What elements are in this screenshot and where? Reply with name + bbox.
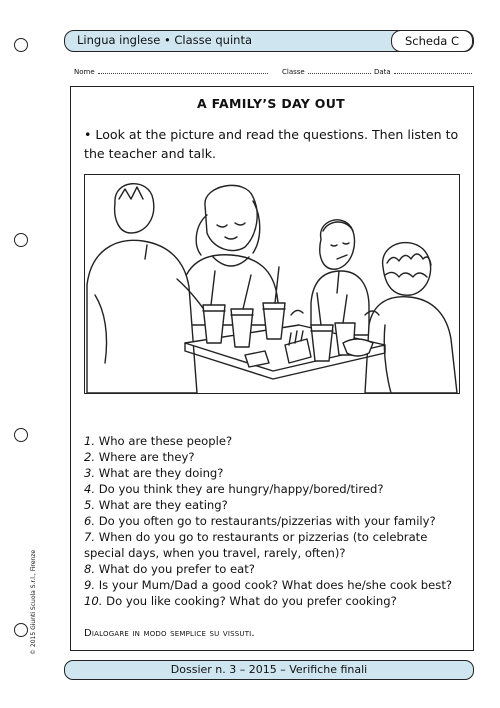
dialog-note: Dialogare in modo semplice su vissuti.: [84, 628, 255, 639]
child-figure: [365, 243, 457, 393]
question-item: 4. Do you think they are hungry/happy/bored/tired?: [84, 482, 384, 496]
name-field-label: Nome: [74, 68, 95, 76]
family-illustration: [84, 174, 460, 394]
class-field[interactable]: [282, 67, 371, 76]
instruction-text: • Look at the picture and read the questions. Then listen to the teacher and talk.: [84, 127, 459, 161]
question-item: 1. Who are these people?: [84, 434, 233, 448]
binder-hole-lower: [14, 428, 28, 442]
question-item: 7. When do you go to restaurants or pizzerias (to celebrate special days, when you travel, rarely, often)?: [84, 530, 428, 560]
subject-label: Lingua inglese • Classe quinta: [77, 33, 253, 47]
name-field[interactable]: [74, 67, 268, 76]
question-item: 5. What are they eating?: [84, 498, 228, 512]
question-item: 8. What do you prefer to eat?: [84, 562, 255, 576]
worksheet-title: A FAMILY’S DAY OUT: [196, 96, 346, 111]
copyright-text: © 2015 Giunti Scuola S.r.l., Firenze: [30, 549, 37, 655]
binder-hole-middle: [14, 233, 28, 247]
question-list: [84, 433, 464, 609]
binder-hole-top: [14, 38, 28, 52]
class-field-label: Classe: [282, 68, 305, 76]
footer-bar: Dossier n. 3 – 2015 – Verifiche finali: [64, 660, 474, 680]
question-item: 10. Do you like cooking? What do you prefer cooking?: [84, 594, 397, 608]
date-field[interactable]: [374, 67, 472, 76]
question-item: 9. Is your Mum/Dad a good cook? What does he/she cook best?: [84, 578, 453, 592]
date-field-label: Data: [374, 68, 391, 76]
question-item: 6. Do you often go to restaurants/pizzerias with your family?: [84, 514, 436, 528]
sheet-label: Scheda C: [391, 30, 473, 52]
question-item: 2. Where are they?: [84, 450, 195, 464]
binder-hole-bottom: [14, 623, 28, 637]
header-bar: [64, 30, 474, 52]
question-item: 3. What are they doing?: [84, 466, 224, 480]
